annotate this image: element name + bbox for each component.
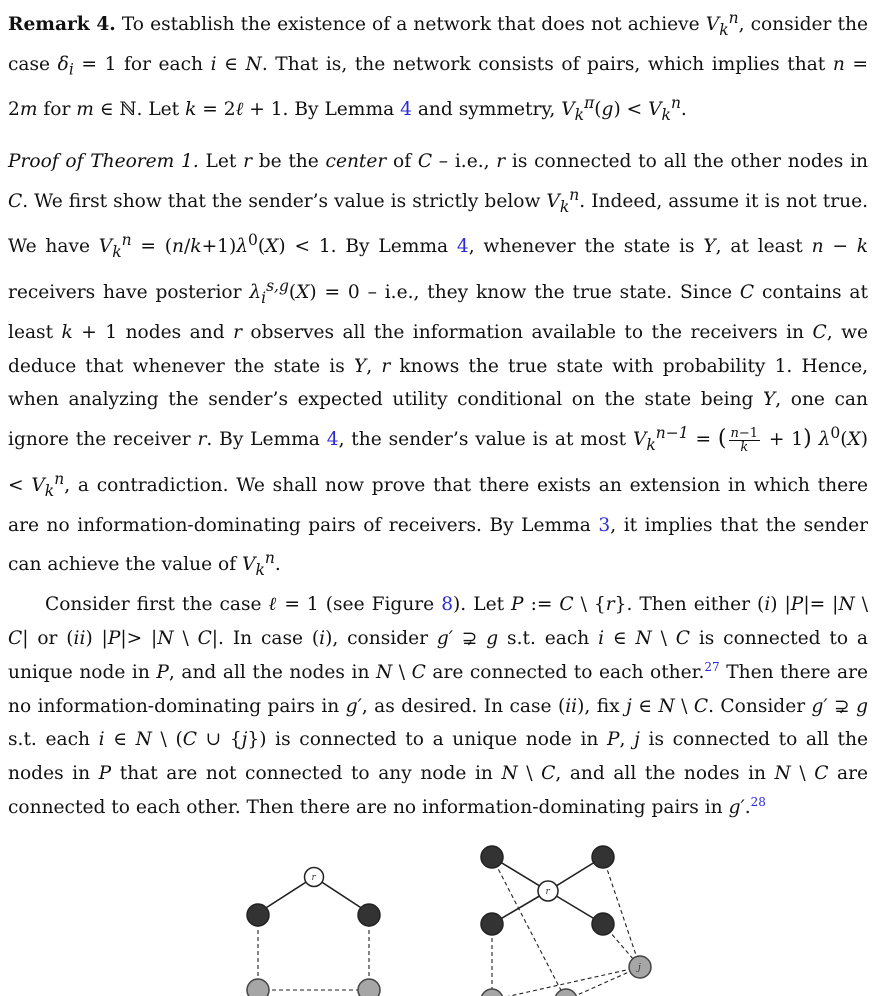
graph-case-i: [247, 868, 380, 996]
node-j-label: j: [638, 963, 641, 973]
lemma-4-link[interactable]: 4: [326, 429, 339, 451]
center-node-label: r: [545, 887, 550, 897]
graph-node: [592, 846, 614, 868]
graph-node: [358, 979, 380, 996]
graph-node: [555, 989, 577, 996]
graph-node: [247, 904, 269, 926]
graph-node: [358, 904, 380, 926]
graph-node: [592, 913, 614, 935]
lemma-3-link[interactable]: 3: [598, 514, 611, 536]
proof-paragraph: Proof of Theorem 1. Let r be the center of C – i.e., r is connected to all the other nodes in C. We first show that the sender’s value is strictly below $V_k^n$. Indeed, assume it is not true. We have $V_k^n = (n/k+1)\lambda^0(X) < 1$. By Lemma 4, whenever the state is Y, at least n − k receivers have posterior $\lambda_i^{s,g}(X) = 0 - i.e$., they know the true state. Since C contains at least k + 1 nodes and r observes all the information available to the receivers in C, we deduce that whenever the state is Y, r knows the true state with probability 1. Hence, when analyzing the sender’s expected utility conditional on the state being Y, one can ignore the receiver r. By Lemma 4, the sender’s value is at most $V_k^{n-1}$ = ( $\frac{n-1}{k}$ + 1) $\lambda^0(X) < V_k^n$, a contradiction. We shall now prove that there exists an extension in which there are no information-dominating pairs of receivers. By Lemma 3, it implies that the sender can achieve the value of $V_k^n$.: [8, 150, 869, 580]
proof-label: Proof of Theorem 1.: [8, 150, 199, 172]
page-body: [8, 0, 868, 825]
graph-node: [481, 846, 503, 868]
graph-case-ii: [481, 846, 651, 996]
footnote-27-link[interactable]: 27: [704, 659, 720, 674]
figure-8-graphs: [0, 805, 875, 996]
graph-node: [481, 989, 503, 996]
remark-paragraph: Remark 4. To establish the existence of a network that does not achieve $V_k^n$, consider the case $\delta_i = 1$ for each i ∈ N. That is, the network consists of pairs, which implies that n = 2m for m ∈ ℕ. Let k = 2ℓ + 1. By Lemma 4 and symmetry, $V_k^\pi(g) < V_k^n$.: [8, 9, 868, 125]
center-node-label: r: [311, 873, 316, 883]
lemma-4-link[interactable]: 4: [456, 236, 469, 258]
remark-label: Remark 4.: [8, 14, 116, 36]
case-paragraph: Consider first the case ℓ = 1 (see Figure 8). Let P := C \ {r}. Then either (i) |P|= |N \ C| or (ii) |P|> |N \ C|. In case (i), consider g′ ⊋ g s.t. each i ∈ N \ C is connected to a unique node in P, and all the nodes in N \ C are connected to each other.$^{27}$ Then there are no information-dominating pairs in g′, as desired. In case (ii), fix j ∈ N \ C. Consider g′ ⊋ g s.t. each i ∈ N \ (C ∪ {j}) is connected to a unique node in P, j is connected to all the nodes in P that are not connected to any node in N \ C, and all the nodes in N \ C are connected to each other. Then there are no information-dominating pairs in g′.$^{28}$: [8, 594, 869, 818]
graph-node: [481, 913, 503, 935]
figure-8-link[interactable]: 8: [441, 594, 454, 616]
lemma-4-link[interactable]: 4: [400, 99, 412, 121]
graph-node: [247, 979, 269, 996]
footnote-28-link[interactable]: 28: [750, 794, 766, 809]
